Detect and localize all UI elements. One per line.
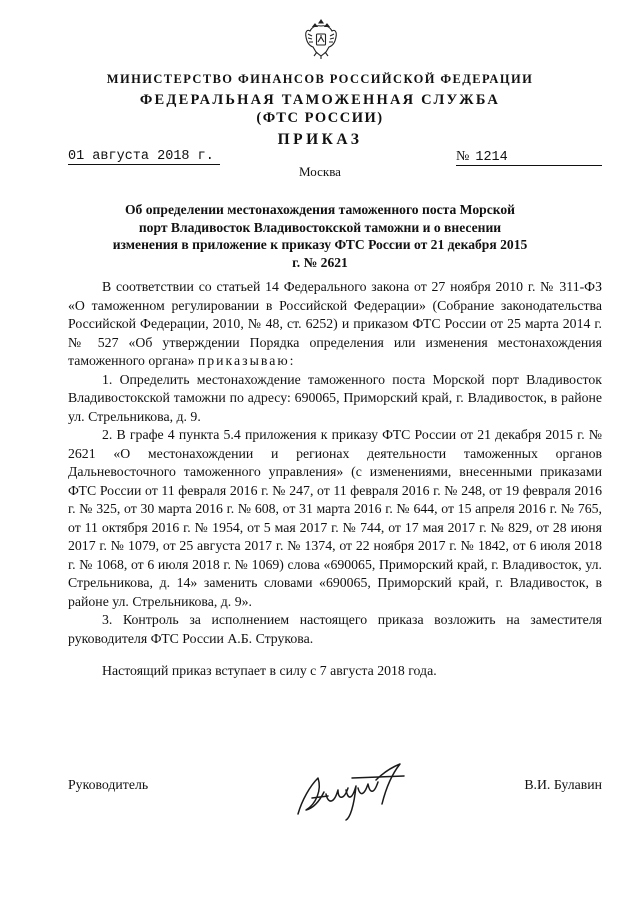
signatory-position: Руководитель <box>68 777 149 792</box>
order-word: приказываю: <box>197 353 296 368</box>
service-abbreviation: (ФТС РОССИИ) <box>256 110 384 126</box>
order-number: 1214 <box>475 150 508 165</box>
ministry-name: МИНИСТЕРСТВО ФИНАНСОВ РОССИЙСКОЙ ФЕДЕРАЦИИ <box>106 72 534 86</box>
document-type: ПРИКАЗ <box>277 131 363 148</box>
number-sign: № <box>456 149 470 164</box>
handwritten-signature <box>292 760 410 822</box>
effective-date-paragraph: Настоящий приказ вступает в силу с 7 августа 2018 года. <box>102 663 437 678</box>
service-name: ФЕДЕРАЛЬНАЯ ТАМОЖЕННАЯ СЛУЖБА <box>139 92 501 108</box>
city: Москва <box>299 164 341 179</box>
order-date: 01 августа 2018 г. <box>68 149 220 165</box>
item-2-paragraph: 2. В графе 4 пункта 5.4 приложения к приказу ФТС России от 21 декабря 2015 г. № 2621 «О местонахождении и регионах деятельности таможенных органов Дальневосточного таможенного управления» (с изменениями, внесенными приказами ФТС России от 11 февраля 2016 г. № 247, от 11 февраля 2016 г. № 248, от 19 февраля 2016 г. № 325, от 30 марта 2016 г. № 608, от 31 марта 2016 г. № 644, от 15 апреля 2016 г. № 765, от 11 октября 2016 г. № 1954, от 5 мая 2017 г. № 744, от 17 мая 2017 г. № 829, от 28 июня 2017 г. № 1079, от 25 августа 2017 г. № 1374, от 22 ноября 2017 г. № 1842, от 6 июля 2018 г. № 1068, от 6 июля 2018 г. № 1069) слова «690065, Приморский край, г. Владивосток, ул. Стрельникова, д. 14» заменить словами «690065, Приморский край, г. Владивосток, в районе ул. Стрельникова, д. 9». <box>68 427 602 609</box>
preamble-paragraph <box>68 278 602 371</box>
signatory-name: В.И. Булавин <box>524 777 602 792</box>
document-body <box>68 278 602 681</box>
item-3-paragraph: 3. Контроль за исполнением настоящего приказа возложить на заместителя руководителя ФТС России А.Б. Струкова. <box>68 612 602 646</box>
coat-of-arms-icon <box>304 16 338 60</box>
document-title: Об определении местонахождения таможенного поста Морской порт Владивосток Владивостокской таможни и о внесении изменения в приложение к приказу ФТС России от 21 декабря 2015 г. № 2621 <box>112 202 528 270</box>
preamble-text: В соответствии со статьей 14 Федерального закона от 27 ноября 2010 г. № 311-ФЗ «О таможенном регулировании в Российской Федерации» (Собрание законодательства Российской Федерации, 2010, № 48, ст. 6252) и приказом ФТС России от 25 марта 2014 г. № 527 «Об утверждении Порядка определения или изменения местонахождения таможенного органа» <box>68 279 602 368</box>
item-1-paragraph: 1. Определить местонахождение таможенного поста Морской порт Владивосток Владивостокской таможни по адресу: 690065, Приморский край, г. Владивосток, в районе ул. Стрельникова, д. 9. <box>68 371 602 424</box>
